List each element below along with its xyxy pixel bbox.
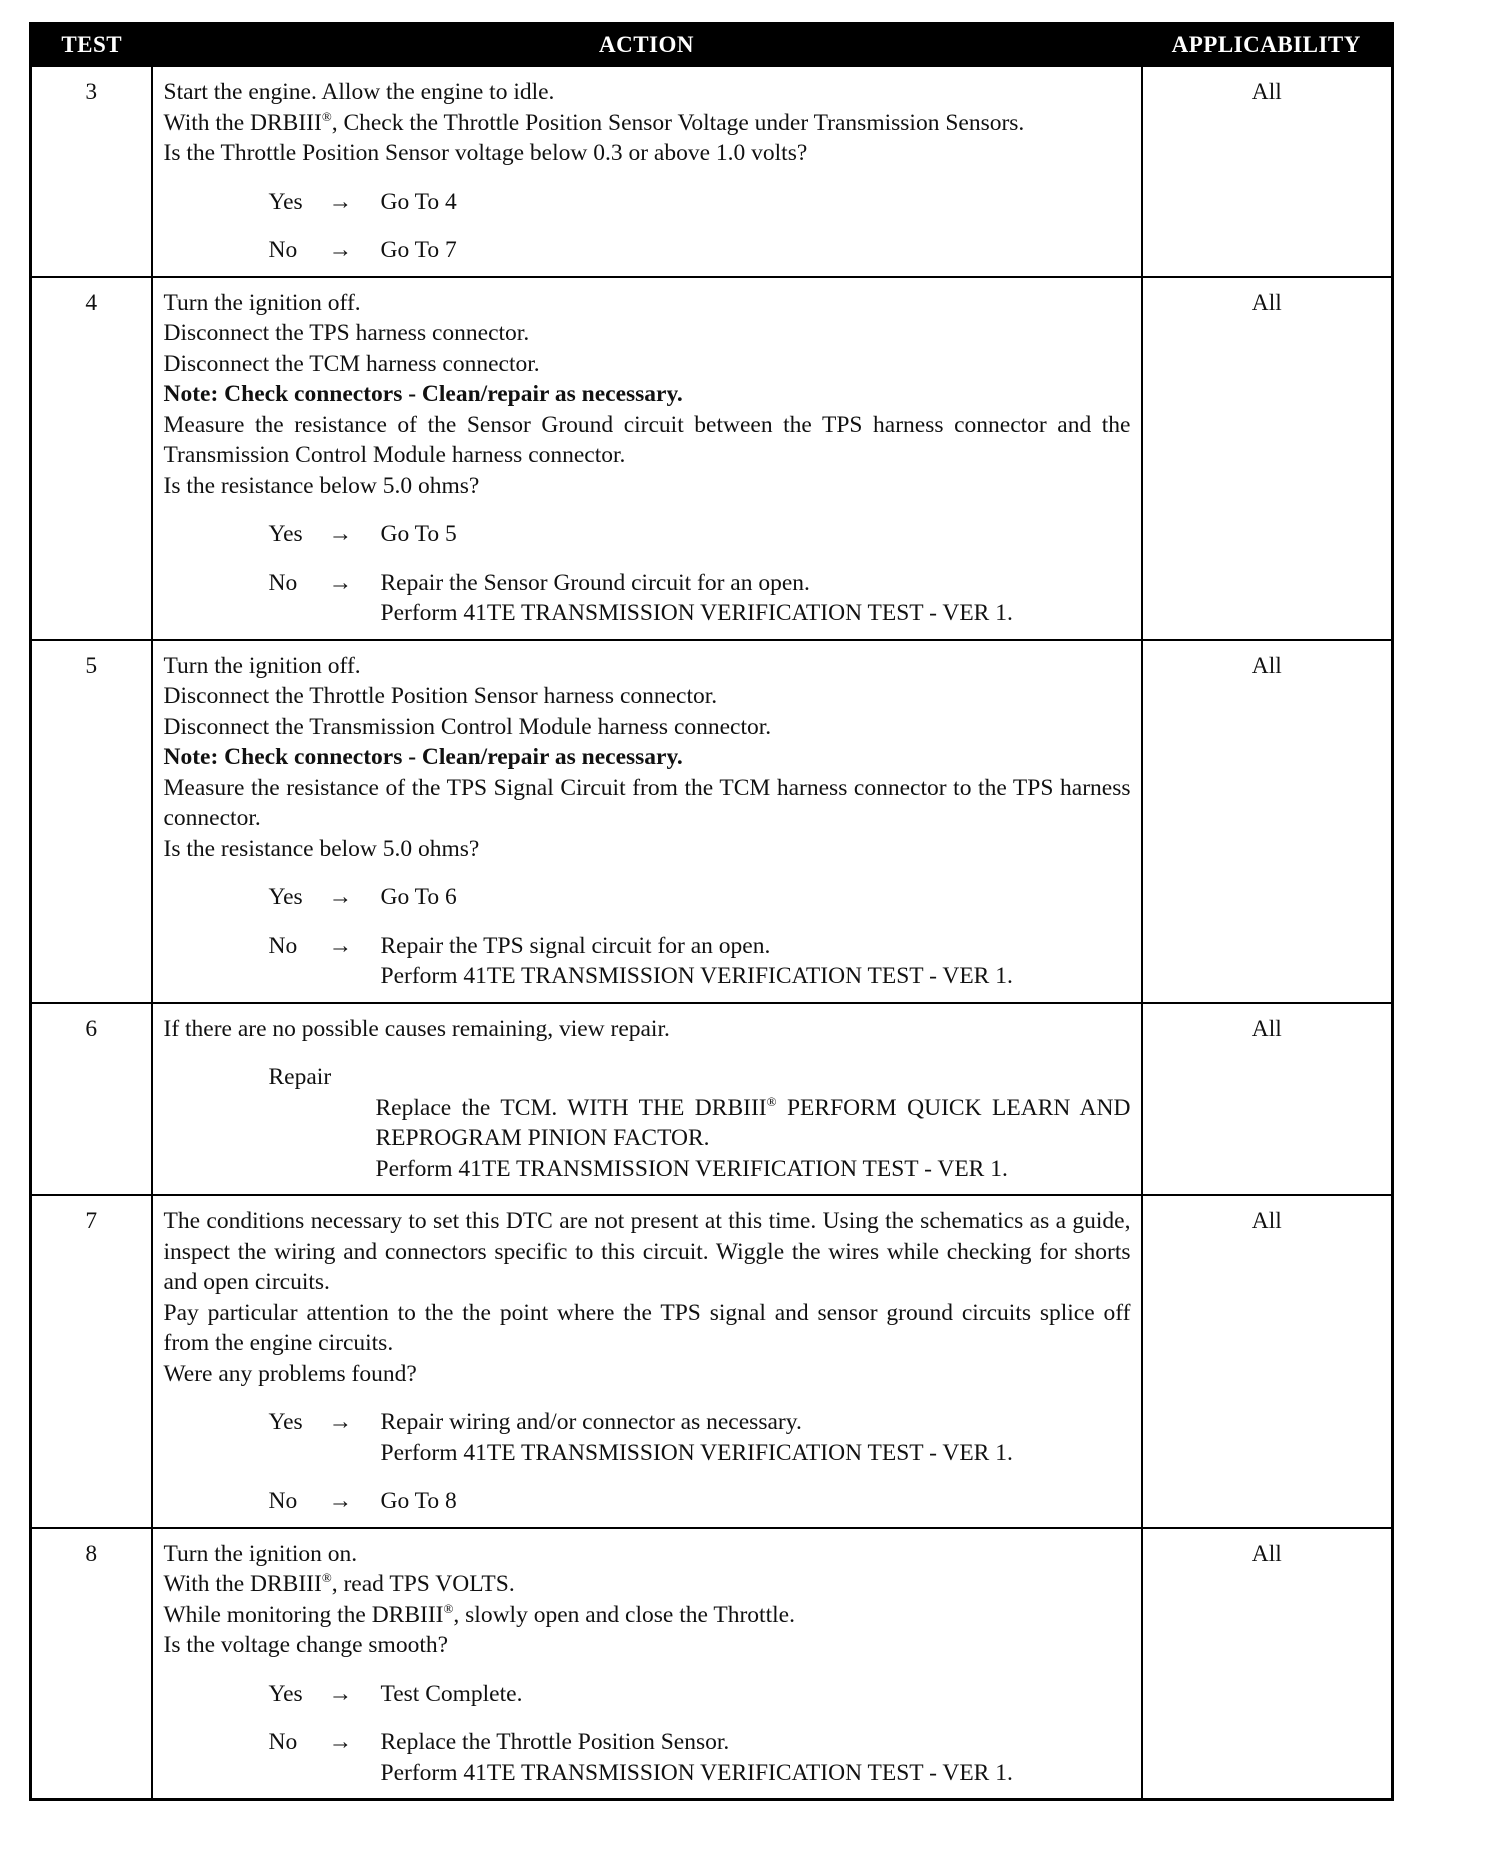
arrow-icon: →: [328, 569, 352, 596]
branch-label: Yes: [268, 188, 303, 215]
arrow-icon: →: [328, 521, 352, 547]
action-line: With the DRBIII®, Check the Throttle Position Sensor Voltage under Transmission Sensors.: [163, 108, 1025, 136]
test-number: 3: [31, 66, 152, 277]
branch-result: [381, 519, 1131, 550]
action-line: Start the engine. Allow the engine to idle.: [163, 79, 555, 105]
repair-line: Replace the TCM. WITH THE DRBIII® PERFORM QUICK LEARN AND REPROGRAM PINION FACTOR.: [375, 1093, 1131, 1151]
action-line: The conditions necessary to set this DTC are not present at this time. Using the schematics as a guide, inspect the wiring and connectors specific to this circuit. Wiggle the wires while checking for shorts and open circuits.: [163, 1208, 1131, 1295]
test-number: 5: [31, 640, 152, 1003]
action-line: Is the Throttle Position Sensor voltage below 0.3 or above 1.0 volts?: [163, 140, 808, 166]
applicability: All: [1142, 277, 1393, 640]
branch-result: [381, 1407, 1131, 1468]
arrow-icon: →: [328, 884, 352, 910]
action-line: Disconnect the Transmission Control Module harness connector.: [163, 713, 772, 740]
branch-result: [381, 1486, 1131, 1517]
action-line: With the DRBIII®, read TPS VOLTS.: [163, 1570, 515, 1597]
header-test: TEST: [31, 24, 152, 67]
action-note: Note: Check connectors - Clean/repair as necessary.: [163, 744, 683, 770]
branch-label: No: [268, 1729, 298, 1755]
repair-line: Perform 41TE TRANSMISSION VERIFICATION TEST - VER 1.: [375, 1155, 1008, 1182]
branch-label: No: [268, 237, 298, 263]
action-line: Is the resistance below 5.0 ohms?: [163, 835, 480, 862]
action-line: Pay particular attention to the the point where the TPS signal and sensor ground circuits splice off from the engine circuits.: [163, 1299, 1131, 1356]
branch-label: No: [268, 569, 298, 596]
arrow-icon: →: [328, 1488, 352, 1514]
branch-label: No: [268, 932, 298, 959]
branch-result-line: Go To 8: [380, 1488, 457, 1514]
branch-result: [381, 568, 1131, 629]
test-row: [31, 66, 1393, 277]
yes-branch: [269, 519, 1131, 550]
action-line: Turn the ignition on.: [163, 1540, 358, 1567]
arrow-icon: →: [328, 1729, 352, 1755]
test-row: [31, 1528, 1393, 1800]
action-cell: [152, 640, 1142, 1003]
action-line: Turn the ignition off.: [163, 652, 361, 679]
branch-result: [381, 1679, 1131, 1710]
applicability: All: [1142, 1528, 1393, 1800]
diagnostic-document: [29, 22, 1391, 1801]
applicability: All: [1142, 66, 1393, 277]
branch-result-line: Test Complete.: [380, 1680, 523, 1707]
applicability: All: [1142, 1195, 1393, 1528]
branch-result: [381, 882, 1131, 913]
test-number: 6: [31, 1003, 152, 1196]
test-number: 4: [31, 277, 152, 640]
yes-branch: [269, 882, 1131, 913]
action-line: Disconnect the Throttle Position Sensor harness connector.: [163, 683, 718, 709]
applicability: All: [1142, 640, 1393, 1003]
action-line: Disconnect the TCM harness connector.: [163, 350, 540, 377]
test-row: [31, 277, 1393, 640]
action-line: Measure the resistance of the Sensor Ground circuit between the TPS harness connector and the Transmission Control Module harness connector.: [163, 411, 1131, 468]
no-branch: [269, 931, 1131, 992]
branch-result: [381, 235, 1131, 266]
action-cell: [152, 1003, 1142, 1196]
branch-result-line: Go To 5: [380, 521, 457, 547]
branch-label: Yes: [268, 521, 303, 547]
test-row: [31, 1195, 1393, 1528]
branch-result: [381, 931, 1131, 992]
header-action: ACTION: [152, 24, 1142, 67]
no-branch: [269, 1486, 1131, 1517]
repair-text: [376, 1093, 1131, 1185]
diagnostic-test-table: [29, 22, 1394, 1801]
action-cell: [152, 1195, 1142, 1528]
branch-result-line: Perform 41TE TRANSMISSION VERIFICATION TEST - VER 1.: [380, 1759, 1013, 1786]
branch-result-line: Perform 41TE TRANSMISSION VERIFICATION TEST - VER 1.: [380, 1439, 1013, 1466]
action-line: Turn the ignition off.: [163, 289, 361, 316]
arrow-icon: →: [328, 237, 352, 263]
branch-result: [381, 187, 1131, 218]
action-cell: [152, 66, 1142, 277]
branch-result-line: Repair the Sensor Ground circuit for an open.: [380, 569, 810, 596]
branch-result-line: Go To 6: [380, 884, 457, 910]
action-line: If there are no possible causes remaining, view repair.: [163, 1015, 670, 1042]
branch-label: Yes: [268, 1680, 303, 1707]
branch-result-line: Perform 41TE TRANSMISSION VERIFICATION TEST - VER 1.: [380, 963, 1013, 989]
action-line: Disconnect the TPS harness connector.: [163, 320, 530, 346]
branch-label: Yes: [268, 884, 303, 910]
branch-result-line: Repair wiring and/or connector as necessary.: [380, 1409, 802, 1435]
action-line: Measure the resistance of the TPS Signal Circuit from the TCM harness connector to the TPS harness connector.: [163, 774, 1131, 831]
arrow-icon: →: [328, 932, 352, 959]
branch-label: No: [268, 1488, 298, 1514]
action-line: Is the resistance below 5.0 ohms?: [163, 472, 480, 499]
header-applicability: APPLICABILITY: [1142, 24, 1393, 67]
table-body: [31, 66, 1393, 1800]
no-branch: [269, 1727, 1131, 1788]
yes-branch: [269, 187, 1131, 218]
arrow-icon: →: [328, 1680, 352, 1707]
branch-result-line: Perform 41TE TRANSMISSION VERIFICATION TEST - VER 1.: [380, 600, 1013, 626]
branch-result: [381, 1727, 1131, 1788]
table-header-row: [31, 24, 1393, 67]
yes-branch: [269, 1407, 1131, 1468]
arrow-icon: →: [328, 188, 352, 215]
branch-result-line: Go To 4: [380, 188, 457, 215]
action-cell: [152, 277, 1142, 640]
test-row: [31, 640, 1393, 1003]
no-branch: [269, 568, 1131, 629]
action-line: Were any problems found?: [163, 1360, 417, 1387]
branch-result-line: Repair the TPS signal circuit for an open.: [380, 932, 771, 959]
repair-label: Repair: [268, 1064, 332, 1090]
applicability: All: [1142, 1003, 1393, 1196]
action-line: Is the voltage change smooth?: [163, 1632, 449, 1658]
no-branch: [269, 235, 1131, 266]
test-number: 7: [31, 1195, 152, 1528]
yes-branch: [269, 1679, 1131, 1710]
action-note: Note: Check connectors - Clean/repair as necessary.: [163, 381, 683, 407]
action-line: While monitoring the DRBIII®, slowly open and close the Throttle.: [163, 1600, 795, 1628]
test-row: [31, 1003, 1393, 1196]
branch-label: Yes: [268, 1409, 303, 1435]
arrow-icon: →: [328, 1409, 352, 1435]
branch-result-line: Replace the Throttle Position Sensor.: [380, 1729, 730, 1755]
branch-result-line: Go To 7: [380, 237, 457, 263]
action-cell: [152, 1528, 1142, 1800]
test-number: 8: [31, 1528, 152, 1800]
